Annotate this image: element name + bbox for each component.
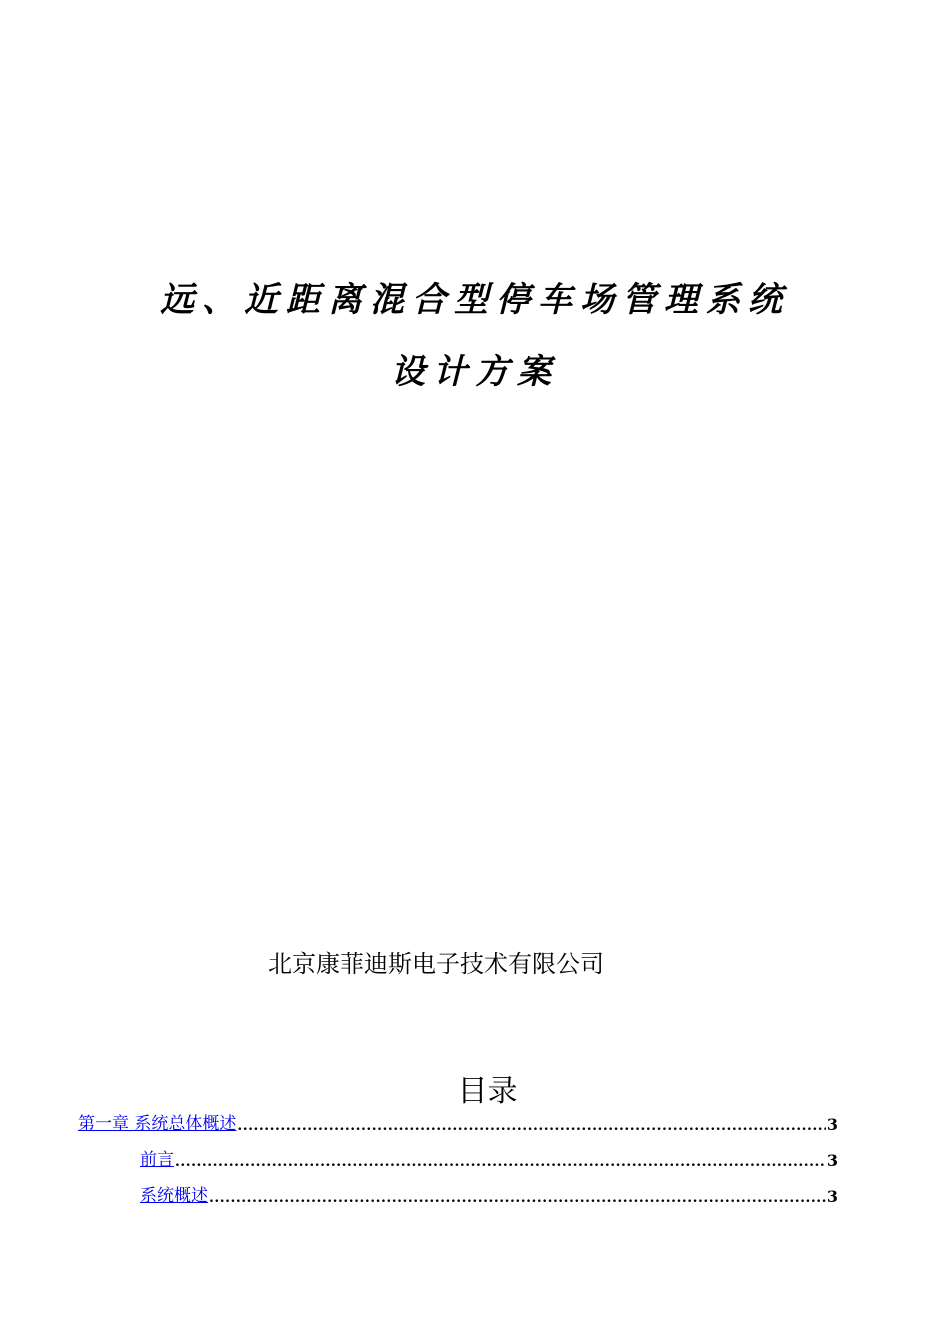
toc-link-chapter-1[interactable]: 第一章 系统总体概述	[78, 1114, 237, 1134]
toc-dot-leader	[175, 1150, 826, 1170]
toc-link-preface[interactable]: 前言	[140, 1150, 174, 1170]
toc-page-number: 3	[826, 1115, 838, 1134]
toc-entry	[78, 1182, 838, 1206]
company-name: 北京康菲迪斯电子技术有限公司	[268, 950, 604, 978]
toc-page-number: 3	[826, 1187, 838, 1206]
toc-heading: 目录	[457, 1074, 518, 1109]
toc-entry	[78, 1110, 838, 1134]
toc-dot-leader	[237, 1114, 825, 1134]
toc-entry	[78, 1146, 838, 1170]
document-title-line2: 设计方案	[391, 352, 559, 392]
toc-dot-leader	[209, 1186, 826, 1206]
toc-page-number: 3	[826, 1151, 838, 1170]
toc-link-system-overview[interactable]: 系统概述	[140, 1186, 208, 1206]
document-title-line1: 远、近距离混合型停车场管理系统	[160, 280, 790, 320]
